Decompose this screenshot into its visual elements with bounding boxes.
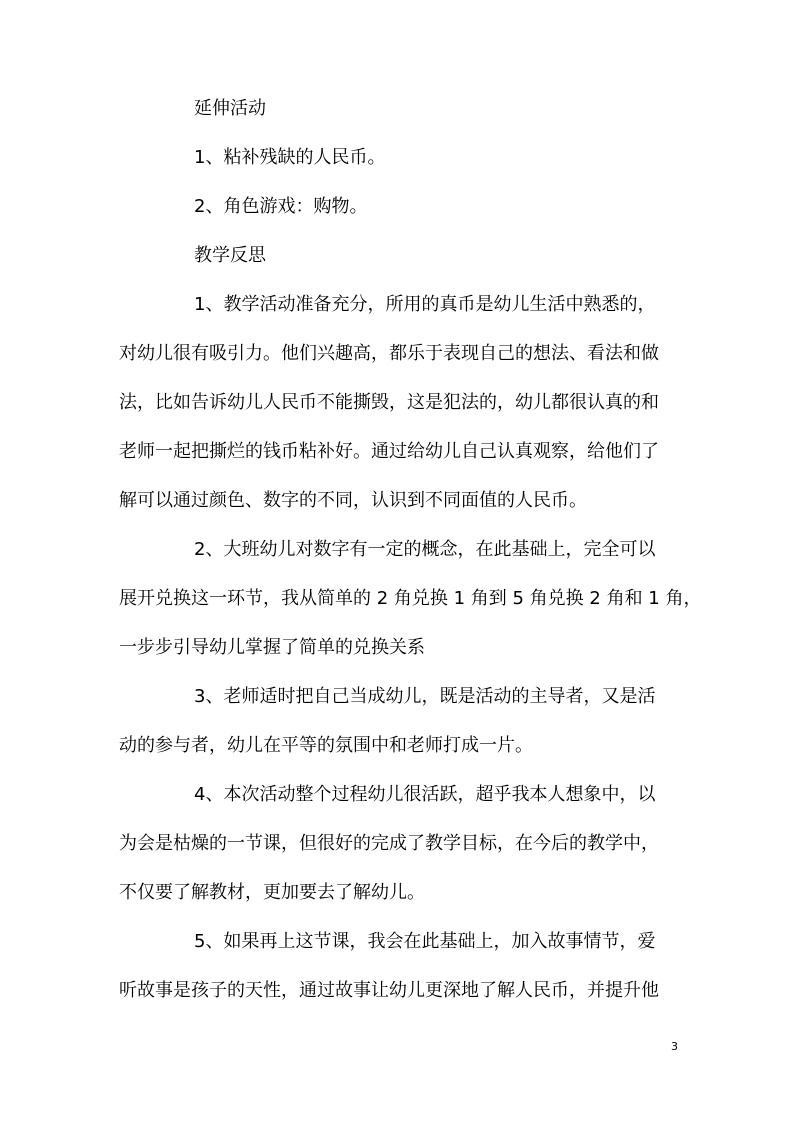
paragraph-line: 不仅要了解教材，更加要去了解幼儿。 — [119, 882, 425, 903]
paragraph-line: 对幼儿很有吸引力。他们兴趣高，都乐于表现自己的想法、看法和做 — [119, 343, 659, 364]
paragraph-line: 2、大班幼儿对数字有一定的概念，在此基础上，完全可以 — [194, 539, 656, 560]
paragraph-line: 法，比如告诉幼儿人民币不能撕毁，这是犯法的，幼儿都很认真的和 — [119, 392, 659, 413]
paragraph-line: 1、教学活动准备充分，所用的真币是幼儿生活中熟悉的， — [194, 294, 656, 315]
paragraph-line: 展开兑换这一环节，我从简单的 2 角兑换 1 角到 5 角兑换 2 角和 1 角， — [119, 588, 702, 609]
paragraph-line: 老师一起把撕烂的钱币粘补好。通过给幼儿自己认真观察，给他们了 — [119, 441, 659, 462]
paragraph-line: 4、本次活动整个过程幼儿很活跃，超乎我本人想象中，以 — [194, 784, 656, 805]
list-item: 2、角色游戏：购物。 — [194, 196, 368, 217]
paragraph-line: 一步步引导幼儿掌握了简单的兑换关系 — [119, 637, 425, 658]
paragraph-line: 5、如果再上这节课，我会在此基础上，加入故事情节，爱 — [194, 931, 656, 952]
paragraph-line: 为会是枯燥的一节课，但很好的完成了教学目标，在今后的教学中， — [119, 833, 659, 854]
paragraph-line: 解可以通过颜色、数字的不同，认识到不同面值的人民币。 — [119, 490, 587, 511]
paragraph-line: 3、老师适时把自己当成幼儿，既是活动的主导者，又是活 — [194, 686, 656, 707]
list-item: 1、粘补残缺的人民币。 — [194, 147, 386, 168]
paragraph-line: 听故事是孩子的天性，通过故事让幼儿更深地了解人民币，并提升他 — [119, 980, 659, 1001]
page-number: 3 — [671, 1040, 678, 1053]
section-heading-teaching-reflection: 教学反思 — [194, 245, 266, 266]
section-heading-extension-activities: 延伸活动 — [194, 98, 266, 119]
paragraph-line: 动的参与者，幼儿在平等的氛围中和老师打成一片。 — [119, 735, 533, 756]
